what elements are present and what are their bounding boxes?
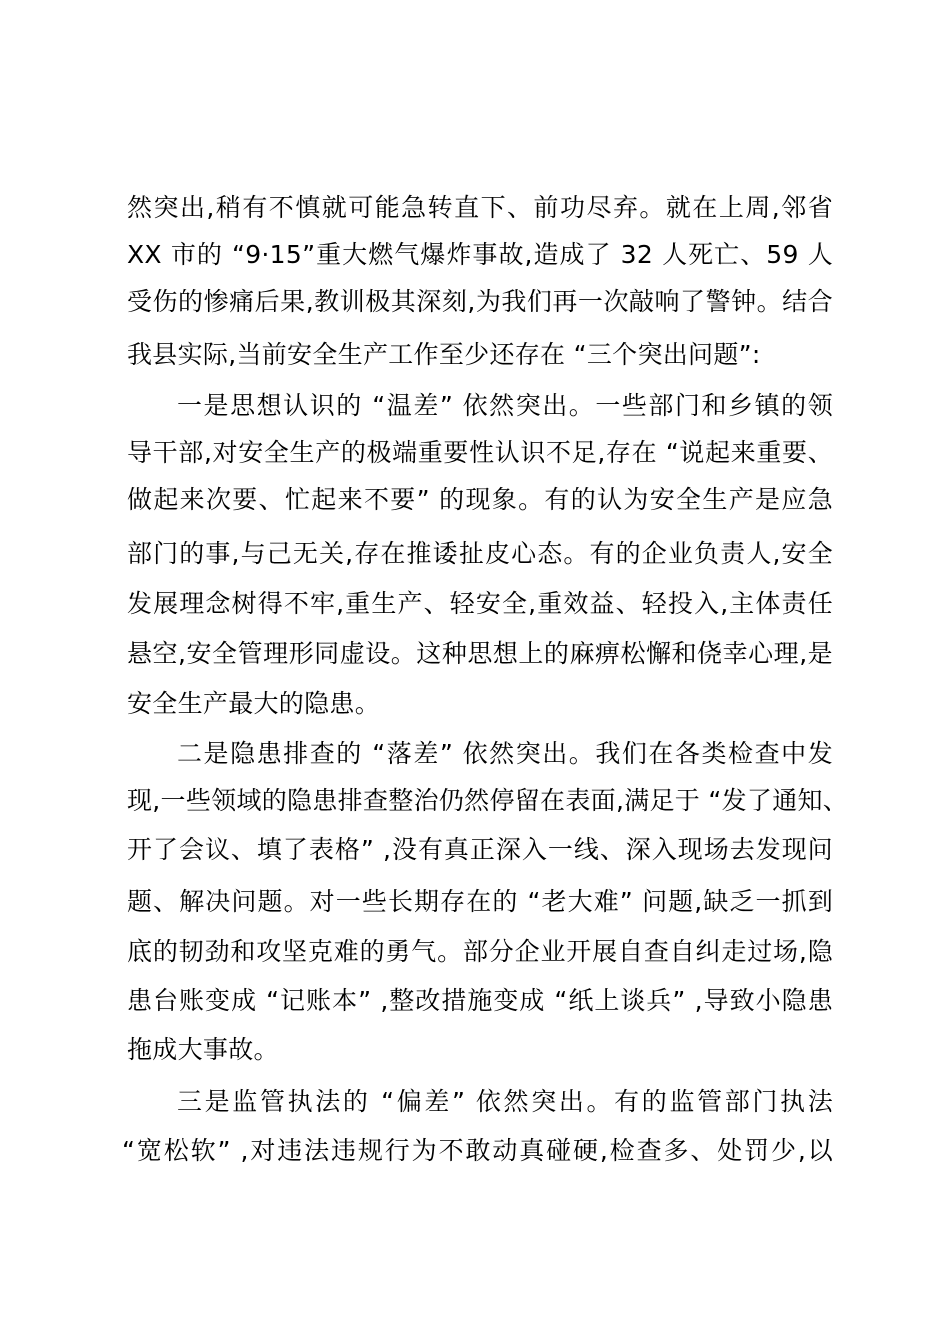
text-line: 发展理念树得不牢,重生产、轻安全,重效益、轻投入,主体责任 bbox=[127, 589, 833, 618]
text-line: 受伤的惨痛后果,教训极其深刻,为我们再一次敲响了警钟。结合 bbox=[127, 287, 833, 316]
text-line: XX 市的 “9·15”重大燃气爆炸事故,造成了 32 人死亡、59 人 bbox=[127, 240, 833, 269]
text-line: 患台账变成 “记账本” ,整改措施变成 “纸上谈兵” ,导致小隐患 bbox=[127, 986, 833, 1015]
text-line: 部门的事,与己无关,存在推诿扯皮心态。有的企业负责人,安全 bbox=[127, 539, 833, 568]
text-line: 做起来次要、忙起来不要” 的现象。有的认为安全生产是应急 bbox=[127, 485, 833, 514]
text-line: 悬空,安全管理形同虚设。这种思想上的麻痹松懈和侥幸心理,是 bbox=[127, 639, 833, 668]
paragraph-first-line: 三是监管执法的 “偏差” 依然突出。有的监管部门执法 bbox=[177, 1087, 833, 1116]
paragraph-first-line: 二是隐患排查的 “落差” 依然突出。我们在各类检查中发 bbox=[177, 739, 833, 768]
text-line: 导干部,对安全生产的极端重要性认识不足,存在 “说起来重要、 bbox=[127, 438, 833, 467]
text-line: 然突出,稍有不慎就可能急转直下、前功尽弃。就在上周,邻省 bbox=[127, 193, 833, 222]
text-line: 拖成大事故。 bbox=[127, 1035, 279, 1064]
text-line: 题、解决问题。对一些长期存在的 “老大难” 问题,缺乏一抓到 bbox=[127, 887, 833, 916]
text-line: 开了会议、填了表格” ,没有真正深入一线、深入现场去发现问 bbox=[127, 835, 833, 864]
text-line: 现,一些领域的隐患排查整治仍然停留在表面,满足于 “发了通知、 bbox=[127, 786, 849, 815]
text-line: 底的韧劲和攻坚克难的勇气。部分企业开展自查自纠走过场,隐 bbox=[127, 937, 833, 966]
paragraph-first-line: 一是思想认识的 “温差” 依然突出。一些部门和乡镇的领 bbox=[177, 391, 833, 420]
text-line: 我县实际,当前安全生产工作至少还存在 “三个突出问题”: bbox=[127, 340, 761, 369]
text-line: “宽松软” ,对违法违规行为不敢动真碰硬,检查多、处罚少,以 bbox=[122, 1136, 833, 1165]
text-line: 安全生产最大的隐患。 bbox=[127, 689, 381, 718]
